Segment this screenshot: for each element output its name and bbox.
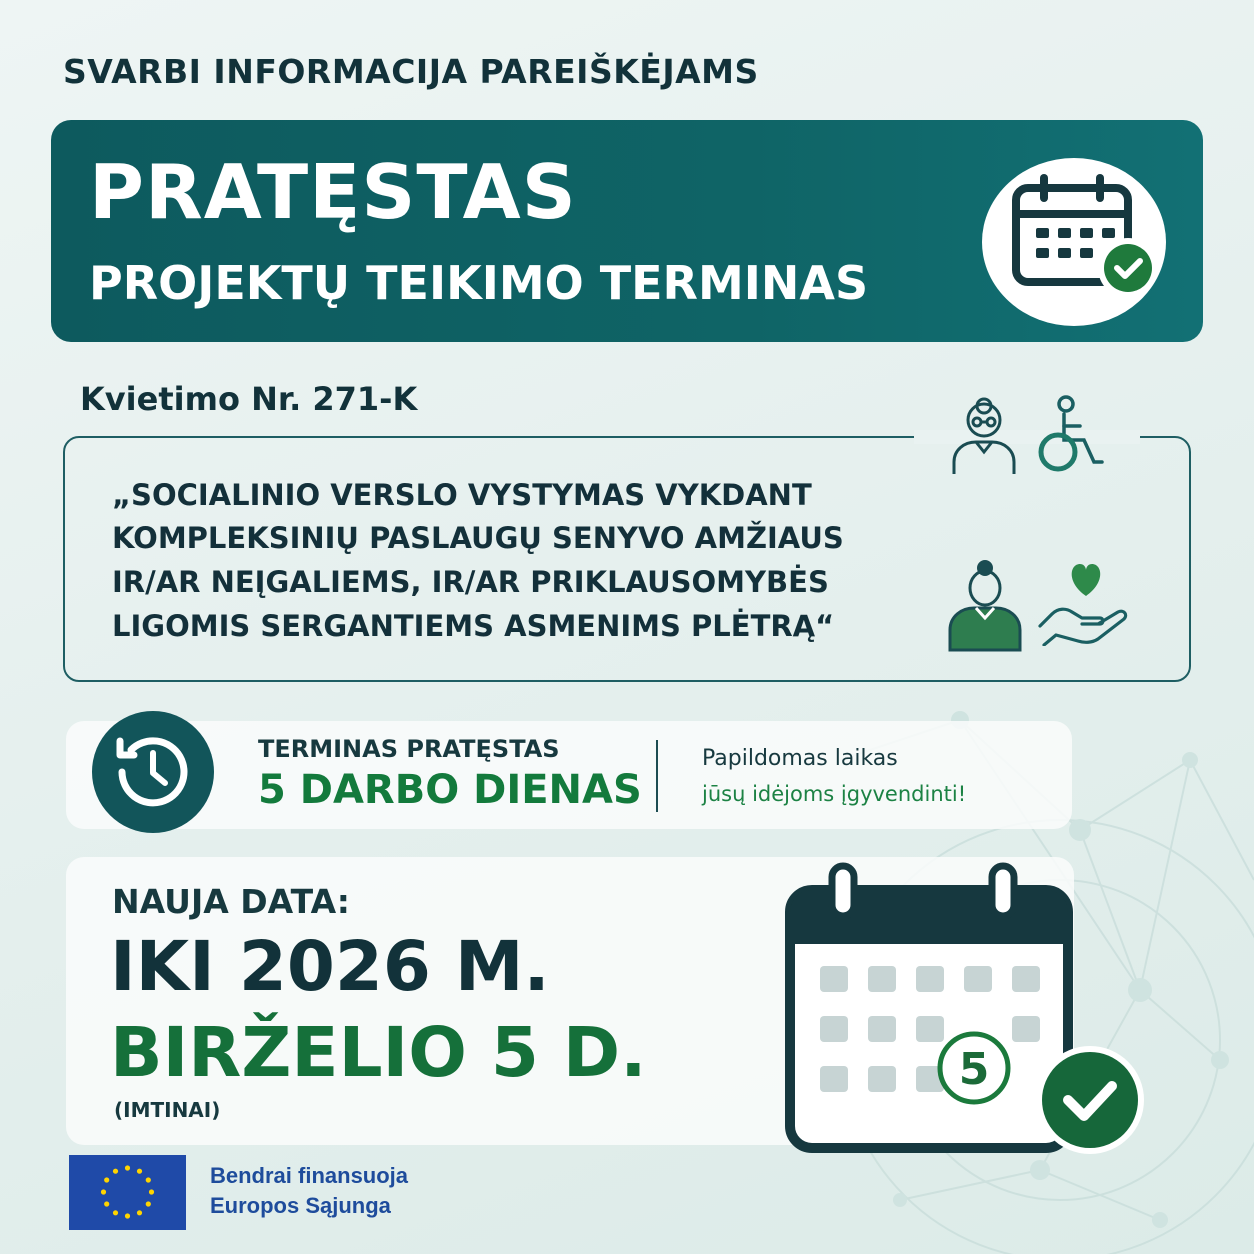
page-supertitle: SVARBI INFORMACIJA PAREIŠKĖJAMS	[63, 52, 759, 91]
caregiver-icon	[946, 558, 1024, 652]
call-title-line: IR/AR NEĮGALIEMS, IR/AR PRIKLAUSOMYBĖS	[112, 565, 829, 599]
eu-funding-line2: Europos Sąjunga	[210, 1193, 391, 1218]
new-date-year: IKI 2026 M.	[110, 927, 550, 1007]
heart-hand-icon	[1036, 560, 1136, 646]
call-number: Kvietimo Nr. 271-K	[80, 380, 418, 418]
extension-label: TERMINAS PRATĘSTAS	[258, 735, 560, 763]
calendar-day-number: 5	[958, 1044, 990, 1095]
call-title-line: KOMPLEKSINIŲ PASLAUGŲ SENYVO AMŽIAUS	[112, 521, 844, 555]
eu-funding-line1: Bendrai finansuoja	[210, 1163, 409, 1188]
extension-value: 5 DARBO DIENAS	[258, 767, 642, 813]
new-date-label: NAUJA DATA:	[112, 882, 350, 921]
new-date-inclusive-note: (IMTINAI)	[114, 1098, 221, 1122]
call-title-line: LIGOMIS SERGANTIEMS ASMENIMS PLĖTRĄ“	[112, 609, 835, 643]
calendar-check-icon	[978, 158, 1170, 326]
wheelchair-icon	[1036, 394, 1108, 476]
extension-note-line2: jūsų idėjoms įgyvendinti!	[702, 782, 967, 806]
elderly-person-icon	[948, 396, 1020, 476]
call-title-line: „SOCIALINIO VERSLO VYSTYMAS VYKDANT	[112, 478, 812, 512]
extension-divider	[656, 740, 658, 812]
clock-history-icon	[92, 711, 214, 833]
banner-subtitle: PROJEKTŲ TEIKIMO TERMINAS	[89, 256, 869, 310]
eu-flag-icon	[69, 1155, 186, 1230]
calendar-five-icon	[780, 860, 1150, 1160]
new-date-day: BIRŽELIO 5 D.	[110, 1013, 647, 1093]
banner-title: PRATĘSTAS	[89, 148, 577, 236]
extension-note-line1: Papildomas laikas	[702, 746, 898, 771]
